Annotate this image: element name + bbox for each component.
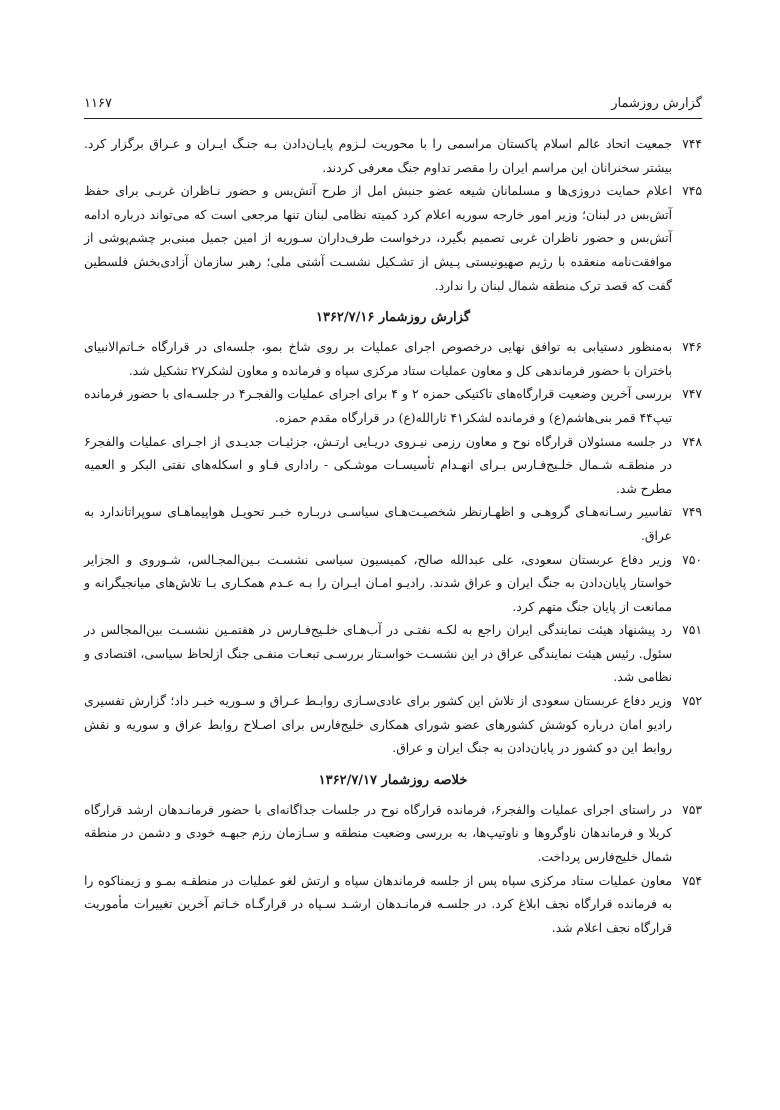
chronology-entry [84,870,702,941]
entry-number: ۷۴۴ [682,137,702,151]
entry-number: ۷۵۲ [682,694,702,709]
chronology-entry [84,501,702,548]
entry-text: اعلام حمایت دروزی‌ها و مسلمانان شیعه عضو جنبش امل از طرح آتش‌بس و حضور نـاظران غربـی برای حفظ آتش‌بس در لبنان؛ وزیر امور خارجه سوریه اعلام کرد کمیته نظامی لبنان تنها مرجعی است که می‌تواند درباره ادامه آتش‌بس و حضور ناظران غربی تصمیم بگیرد، درخواست طرف‌داران سـوریه از امین جمیل مبنی‌بر چشم‌پوشی از موافقت‌نامه منعقده با رژیم صهیونیستی پـیش از تشـکیل نشسـت آشتی ملی؛ رهبر سازمان آزادی‌بخش فلسطین گفت که قصد ترک منطقه شمال لبنان را ندارد. [84,184,672,293]
chronology-entry [84,431,702,502]
document-page [84,88,702,940]
entry-text: وزیر دفاع عربستان سعودی، علی عبدالله صالح، کمیسیون سیاسی نشسـت بـین‌المجـالس، شـوروی و الجزایر خواستار پایان‌دادن به جنگ ایران و عراق شدند. رادیـو امـان ایـران را بـه عـدم همکـاری بـا تلاش‌های میانجیگرانه و ممانعت از پایان جنگ متهم کرد. [84,552,672,614]
entry-text: معاون عملیات ستاد مرکزی سپاه پس از جلسه فرماندهان سپاه و ارتش لغو عملیات در منطقـه بمـو و زیمناکوه را به فرمانده قرارگاه نجف ابلاغ کرد. در جلسـه فرمانـدهان ارشـد سـپاه در قرارگـاه خـاتم آخرین تغییرات مأموریت قرارگاه نجف اعلام شد. [84,873,672,935]
chronology-entry [84,336,702,383]
section-heading: خلاصه روزشمار ۱۳۶۲/۷/۱۷ [318,772,468,788]
entry-text: وزیر دفاع عربستان سعودی از تلاش این کشور برای عادی‌سـازی روابـط عـراق و سـوریه خبـر داد؛ گزارش تفسیری رادیو امان درباره کوشش کشورهای عضو شورای همکاری خلیج‌فارس برای اصـلاح روابط عراق و سوریه و نقش روابط این دو کشور در پایان‌دادن به جنگ ایران و عراق. [84,694,672,756]
entry-text: رد پیشنهاد هیئت نمایندگی ایران راجع به لکـه نفتـی در آب‌هـای خلـیج‌فـارس در هفتمـین نشسـت بین‌المجالس در سئول. رئیس هیئت نمایندگی عراق در این نشسـت خواسـتار بررسـی تبعـات منفـی جنگ ازلحاظ سیاسی، اقتصادی و نظامی شد. [84,623,672,685]
entry-text: در جلسه مسئولان قرارگاه نوح و معاون رزمی نیـروی دریـایی ارتـش، جزئیـات جدیـدی از اجـرای عملیات والفجر۶ در منطقـه شـمال خلـیج‌فـارس بـرای انهـدام تأسیسـات موشـکی - راداری فـاو و اسکله‌های نفتی البکر و العمیه مطرح شد. [84,434,672,496]
entry-text: در راستای اجرای عملیات والفجر۶، فرمانده قرارگاه نوح در جلسات جداگانه‌ای با حضور فرمانـدهان ارشد قرارگاه کربلا و فرماندهان ناوگروها و ناوتیپ‌ها، به بررسی وضعیت منطقه و سـازمان رزم جبهـه خودی و دشمن در منطقه شمال خلیج‌فارس پرداخت. [84,802,672,865]
chronology-entry [84,133,702,180]
chronology-entry [84,180,702,298]
entry-number: ۷۵۱ [682,623,702,638]
entry-number: ۷۴۷ [682,387,702,402]
entry-text: بررسی آخرین وضعیت قرارگاه‌های تاکتیکی حمزه ۲ و ۴ برای اجرای عملیات والفجـر۴ در جلسـه‌ای با حضور فرمانده تیپ۴۴ قمر بنی‌هاشم(ع) و فرمانده لشکر۴۱ ثارالله(ع) در قرارگاه مقدم حمزه. [84,387,672,425]
chronology-entry [84,549,702,620]
running-header [84,88,702,119]
page-number: ۱۱۶۷ [84,96,112,111]
entry-number: ۷۵۳ [682,802,702,817]
entry-number: ۷۴۵ [682,184,702,199]
running-header-title: گزارش روزشمار [611,96,702,111]
entry-text: به‌منظور دستیابی به توافق نهایی درخصوص اجرای عملیات بر روی شاخ بمو، جلسه‌ای در قرارگاه خـاتم‌الانبیای باختران با حضور فرماندهی کل و معاون عملیات ستاد مرکزی سپاه و فرمانده و معاون لشکر۲۷ تشکیل شد. [84,340,672,378]
chronology-entry [84,799,702,870]
entry-number: ۷۴۸ [682,434,702,449]
entry-number: ۷۴۶ [682,340,702,355]
document-body [84,133,702,940]
entry-number: ۷۴۹ [682,505,702,520]
entry-text: جمعیت اتحاد عالم اسلام پاکستان مراسمی را با محوریت لـزوم پایـان‌دادن بـه جنـگ ایـران و عـراق برگزار کرد. بیشتر سخنرانان این مراسم ایران را مقصر تداوم جنگ معرفی کردند. [84,137,672,175]
chronology-entry [84,619,702,690]
chronology-entry [84,383,702,430]
entry-number: ۷۵۴ [682,873,702,888]
entry-number: ۷۵۰ [682,552,702,567]
section-heading: گزارش روزشمار ۱۳۶۲/۷/۱۶ [315,310,471,326]
chronology-entry [84,690,702,761]
entry-text: تفاسیر رسـانه‌هـای گروهـی و اظهـارنظر شخصیـت‌هـای سیاسـی دربـاره خبـر تحویـل هواپیماهـای سوپراتاندارد به عراق. [84,505,672,543]
